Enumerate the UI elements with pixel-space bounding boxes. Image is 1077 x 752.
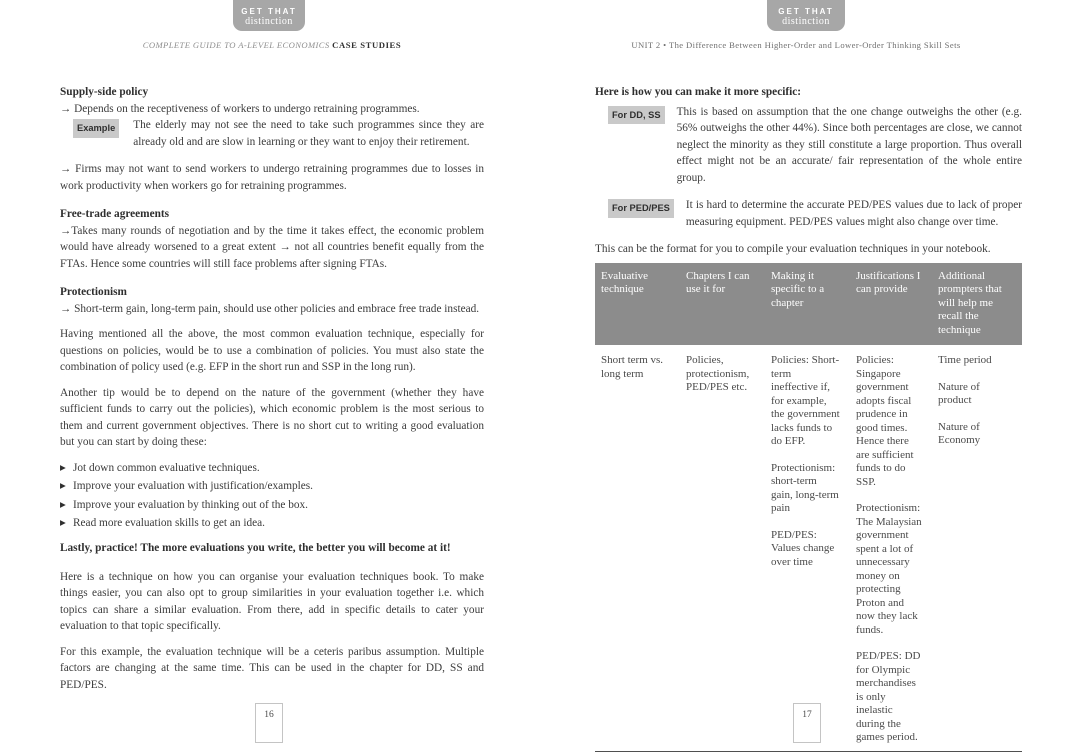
column-header: Additional prompters that will help me recall the technique <box>938 269 1002 336</box>
column-header: Evaluative technique <box>601 269 649 295</box>
list-item <box>60 515 484 531</box>
para-combination: Having mentioned all the above, the most common evaluation technique, especially for questions on policies, would be to use a combination of policies. You must also state the combination of policy used (e.g. EFP in the short run and SSP in the long run). <box>60 328 484 373</box>
badge-text-bottom: distinction <box>245 16 293 27</box>
callout-text: This is based on assumption that the one change outweighs the other (e.g. 56% outweighs the other 44%). Since both percentages are close, we cannot neglect the minority as they still constitute a large proportion. Thus overall effect might not be an accurate/ fair representation of the whole entire group. <box>676 105 1022 184</box>
cell-text: Nature of product <box>938 380 980 406</box>
page-number: 17 <box>802 710 812 720</box>
distinction-badge-right <box>767 0 845 31</box>
callout-label: For PED/PES <box>608 199 674 218</box>
triangle-bullet-icon: ▶ <box>60 462 66 472</box>
evaluation-tips-list <box>60 460 484 532</box>
list-item-text: Jot down common evaluative techniques. <box>73 461 260 474</box>
heading-more-specific: Here is how you can make it more specific: <box>595 86 802 98</box>
cell-text: Policies: Singapore government adopts fiscal prudence in good times. Hence there are sufficient funds to do SSP. <box>856 354 914 488</box>
heading-supply-side-policy: Supply-side policy <box>60 86 149 98</box>
free-trade-point: →Takes many rounds of negotiation and by the time it takes effect, the economic problem would have already worsened to a great extent → not all countries benefit equally from the FTAs. Hence some countries will still face problems after signing FTAs. <box>60 224 484 270</box>
badge-text-bottom: distinction <box>782 16 830 27</box>
running-head-left <box>60 40 484 50</box>
table-intro: This can be the format for you to compile your evaluation techniques in your notebook. <box>595 243 991 255</box>
page-right-body <box>595 84 1022 752</box>
cell-text: Policies, protectionism, PED/PES etc. <box>686 354 750 393</box>
cell-text: Nature of Economy <box>938 420 981 446</box>
page-number-box-right <box>793 703 821 743</box>
page-number-box-left <box>255 703 283 743</box>
cell-text: PED/PES: DD for Olympic merchandises is only inelastic during the games period. <box>856 650 921 743</box>
series-title: COMPLETE GUIDE TO A-LEVEL ECONOMICS <box>142 40 330 50</box>
list-item-text: Improve your evaluation with justification/examples. <box>73 480 313 492</box>
emphasis-line: Lastly, practice! The more evaluations you write, the better you will become at it! <box>60 542 451 554</box>
evaluation-techniques-table <box>595 263 1022 752</box>
callout-for-dd-ss <box>595 104 1022 187</box>
badge-text-top: GET THAT <box>241 7 297 16</box>
cell-prompters <box>932 345 1022 751</box>
heading-free-trade: Free-trade agreements <box>60 208 170 220</box>
triangle-bullet-icon: ▶ <box>60 499 66 509</box>
series-emphasis: CASE STUDIES <box>332 40 402 50</box>
callout-text: It is hard to determine the accurate PED/PES values due to lack of proper measuring equipment. PED/PES values might also change over time. <box>685 199 1022 228</box>
distinction-badge-left <box>233 0 305 31</box>
badge-text-top: GET THAT <box>778 7 834 16</box>
cell-text: Time period <box>938 354 992 366</box>
para-example: For this example, the evaluation technique will be a ceteris paribus assumption. Multiple factors are changing at the same time. This can be used in the chapter for DD, SS and PED/PES. <box>60 645 484 691</box>
para-technique: Here is a technique on how you can organise your evaluation techniques book. To make things easier, you can also opt to group similarities in your evaluation together i.e. which topics can share a similar evaluation. From there, add in specific details to cater your evaluation to that topic specifically. <box>60 570 484 632</box>
cell-text: Policies: Short-term ineffective if, for example, the government lacks funds to do EFP. <box>771 354 840 447</box>
example-label: Example <box>73 119 119 138</box>
triangle-bullet-icon: ▶ <box>60 518 66 527</box>
table-row <box>595 345 1022 751</box>
callout-for-ped-pes <box>595 197 1022 230</box>
list-item <box>60 478 484 494</box>
list-item-text: Read more evaluation skills to get an idea. <box>73 517 265 529</box>
cell-justifications <box>850 345 932 751</box>
table-header-row <box>595 263 1022 346</box>
cell-text: Short term vs. long term <box>601 354 664 380</box>
cell-making-specific <box>765 345 850 751</box>
running-head-right: UNIT 2 • The Difference Between Higher-Order and Lower-Order Thinking Skill Sets <box>631 40 961 50</box>
example-text: The elderly may not see the need to take such programmes since they are already old and are slow in learning or they want to enjoy their retirement. <box>133 119 484 148</box>
list-item <box>60 460 484 476</box>
column-header: Justifications I can provide <box>856 269 921 295</box>
cell-text: PED/PES: Values change over time <box>771 528 835 568</box>
callout-label: For DD, SS <box>608 106 665 125</box>
cell-evaluative-technique <box>595 345 680 751</box>
column-header: Chapters I can use it for <box>686 269 750 295</box>
heading-protectionism: Protectionism <box>60 286 127 298</box>
protectionism-point: → Short-term gain, long-term pain, should use other policies and embrace free trade instead. <box>60 302 480 315</box>
list-item-text: Improve your evaluation by thinking out of the box. <box>73 498 308 511</box>
cell-text: Protectionism: short-term gain, long-term pain <box>771 461 839 514</box>
page-left-body <box>60 84 484 702</box>
list-item <box>60 497 484 513</box>
triangle-bullet-icon: ▶ <box>60 481 66 490</box>
supply-side-point-2: → Firms may not want to send workers to undergo retraining programmes due to losses in work productivity when workers go for retraining programmes. <box>60 163 484 192</box>
cell-chapters <box>680 345 765 751</box>
page-number: 16 <box>264 710 274 720</box>
column-header: Making it specific to a chapter <box>771 269 825 309</box>
supply-side-point-1: → Depends on the receptiveness of workers to undergo retraining programmes. <box>60 102 420 115</box>
example-callout <box>60 117 484 150</box>
para-tip: Another tip would be to depend on the nature of the government (whether they have sufficient funds to carry out the policies), which economic problem is the most serious to them and current government objectives. There is no short cut to writing a good evaluation but you can start by doing these: <box>60 386 484 448</box>
cell-text: Protectionism: The Malaysian government spent a lot of unnecessary money on protecting Proton and now they lack funds. <box>856 502 922 636</box>
